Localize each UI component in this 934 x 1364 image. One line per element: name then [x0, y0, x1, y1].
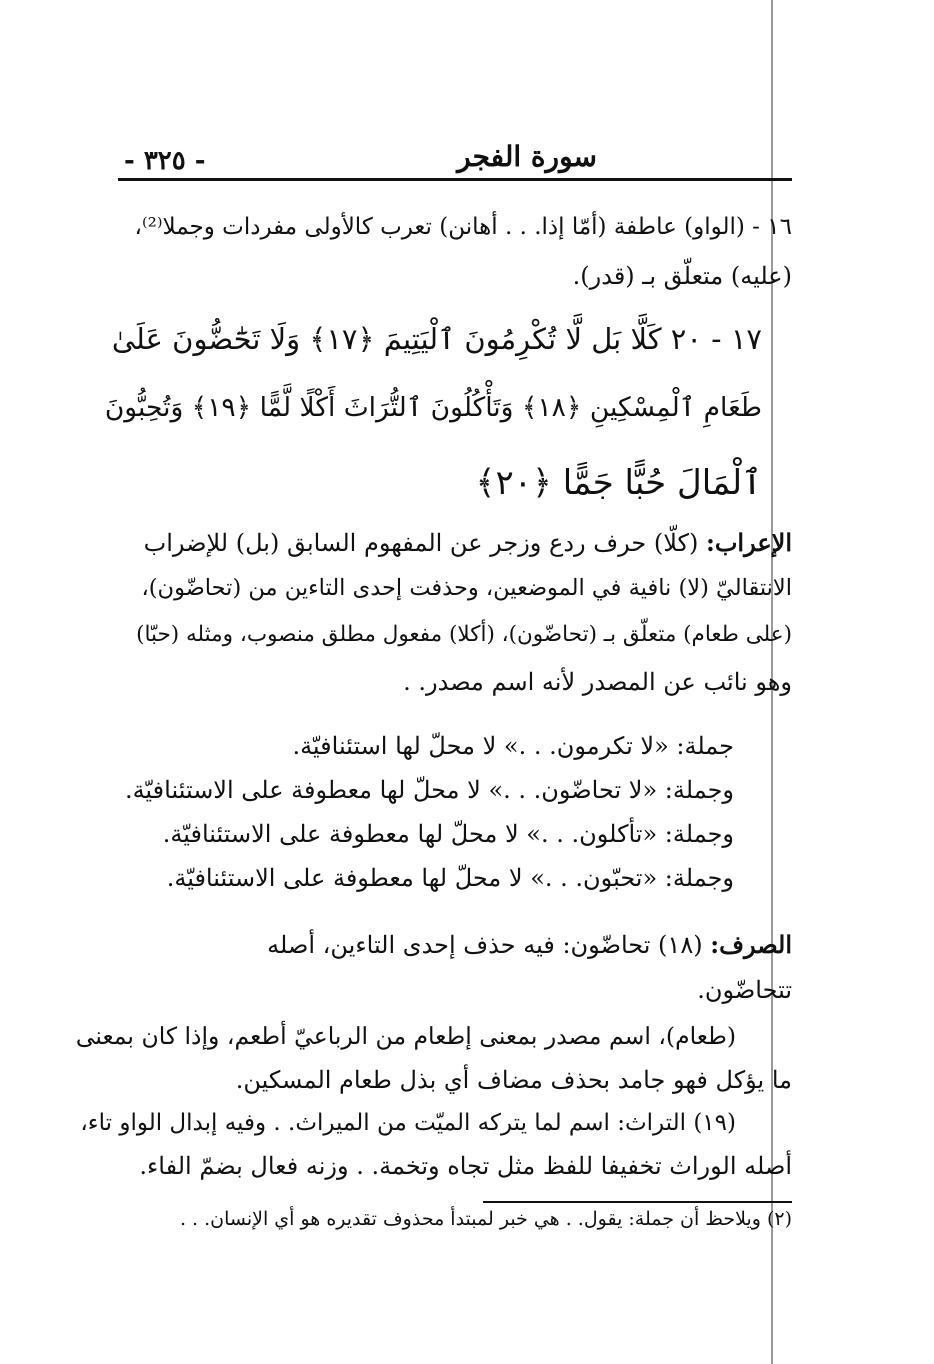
quran-line1: ١٧ - ٢٠ كَلَّا بَل لَّا تُكْرِمُونَ ٱلْيَتِيمَ ﴿١٧﴾ وَلَا تَحَٰٓضُّونَ عَلَىٰ [111, 322, 762, 356]
irab-line4: وهو نائب عن المصدر لأنه اسم مصدر. . [403, 668, 792, 696]
sarf-line5: (١٩) التراث: اسم لما يتركه الميّت من الميراث. . وفيه إبدال الواو تاء، [80, 1110, 736, 1136]
page-header [118, 140, 792, 176]
quran-line3: ٱلْمَالَ حُبًّا جَمًّا ﴿٢٠﴾ [475, 463, 762, 503]
footnote-rule [483, 1201, 792, 1203]
sarf-line4: ما يؤكل فهو جامد بحذف مضاف أي بذل طعام المسكين. [235, 1066, 792, 1094]
sarf-label: الصرف: [710, 930, 792, 959]
surah-title: سورة الفجر [457, 140, 597, 173]
irab-text1: (كلّا) حرف ردع وزجر عن المفهوم السابق (بل) للإضراب [143, 529, 699, 557]
header-rule [118, 178, 792, 181]
sentence-4: وجملة: «تحبّون. . .» لا محلّ لها معطوفة على الاستئنافيّة. [166, 864, 734, 892]
sentence-1: جملة: «لا تكرمون. . .» لا محلّ لها استئنافيّة. [292, 732, 734, 760]
sarf-line2: تتحاضّون. [697, 976, 792, 1004]
irab-line2: الانتقاليّ (لا) نافية في الموضعين، وحذفت إحدى التاءين من (تحاضّون)، [141, 575, 792, 601]
sarf-line6: أصله الوراث تخفيفا للفظ مثل تجاه وتخمة. . وزنه فعال بضمّ الفاء. [139, 1152, 792, 1180]
sentence-2: وجملة: «لا تحاضّون. . .» لا محلّ لها معطوفة على الاستئنافيّة. [124, 776, 734, 804]
para16-line2: (عليه) متعلّق بـ (قدر). [572, 262, 792, 290]
quran-line2: طَعَامِ ٱلْمِسْكِينِ ﴿١٨﴾ وَتَأْكُلُونَ ٱلتُّرَاثَ أَكْلًا لَّمًّا ﴿١٩﴾ وَتُحِبُّونَ [104, 392, 762, 423]
irab-line3: (على طعام) متعلّق بـ (تحاضّون)، (أكلا) مفعول مطلق منصوب، ومثله (حبّا) [136, 622, 792, 647]
irab-label: الإعراب: [705, 528, 792, 557]
sentence-3: وجملة: «تأكلون. . .» لا محلّ لها معطوفة على الاستئنافيّة. [162, 820, 734, 848]
sarf-line1 [267, 930, 792, 959]
para16-line1: ١٦ - (الواو) عاطفة (أمّا إذا. . . أهانن) تعرب كالأولى مفردات وجملا⁽²⁾، [134, 214, 792, 240]
sarf-text1: (١٨) تحاضّون: فيه حذف إحدى التاءين، أصله [267, 931, 703, 959]
page-number: - ٣٢٥ - [124, 146, 206, 176]
irab-line1 [144, 528, 792, 557]
sarf-line3: (طعام)، اسم مصدر بمعنى إطعام من الرباعيّ أطعم، وإذا كان بمعنى [75, 1022, 736, 1050]
footnote: (٢) ويلاحظ أن جملة: يقول. . هي خبر لمبتدأ محذوف تقديره هو أي الإنسان. . . [179, 1208, 792, 1230]
